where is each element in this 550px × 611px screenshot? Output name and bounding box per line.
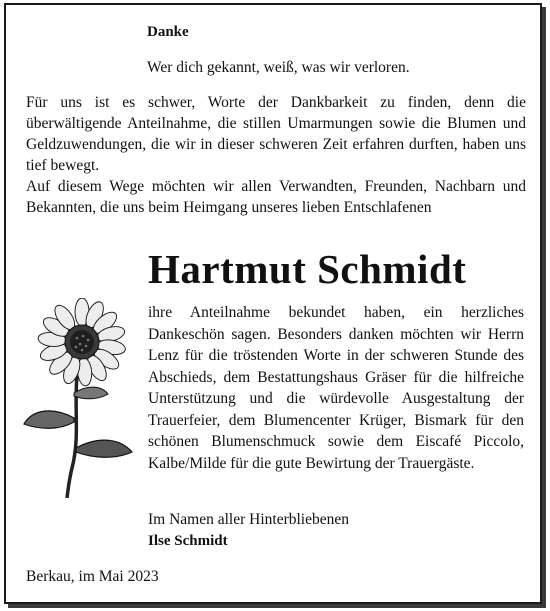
- paragraph-thanks-intro: Auf diesem Wege möchten wir allen Verwandten, Freunden, Nachbarn und Bekannten, die uns beim Heimgang unseres lieben Entschlafenen: [26, 178, 526, 216]
- sunflower-icon: [22, 298, 137, 498]
- signer-name: Ilse Schmidt: [148, 533, 228, 549]
- notice-heading: Danke: [147, 24, 189, 40]
- paragraph-acknowledgements: ihre Anteilnahme bekundet haben, ein herzliches Dankeschön sagen. Besonders danken möchten wir Herrn Lenz für die tröstenden Worte in der schweren Stunde des Abschieds, dem Bestattungshaus Gräser für die hilfreiche Unterstützung und die würdevolle Ausgestaltung der Trauerfeier, dem Blumencenter Krüger, Bismark für den schönen Blumenschmuck sowie dem Eiscafé Piccolo, Kalbe/Milde für die gute Bewirtung der Trauergäste.: [148, 304, 524, 472]
- place-date: Berkau, im Mai 2023: [26, 568, 159, 585]
- paragraph-gratitude: Für uns ist es schwer, Worte der Dankbarkeit zu finden, denn die überwältigende Anteilnahme, die stillen Umarmungen sowie die Blumen und Geldzuwendungen, die wir in dieser schweren Zeit erfahren durften, haben uns tief bewegt.: [26, 94, 526, 174]
- notice-quote: Wer dich gekannt, weiß, was wir verloren.: [147, 59, 410, 76]
- deceased-name: Hartmut Schmidt: [148, 246, 467, 292]
- closing-line: Im Namen aller Hinterbliebenen: [148, 511, 349, 528]
